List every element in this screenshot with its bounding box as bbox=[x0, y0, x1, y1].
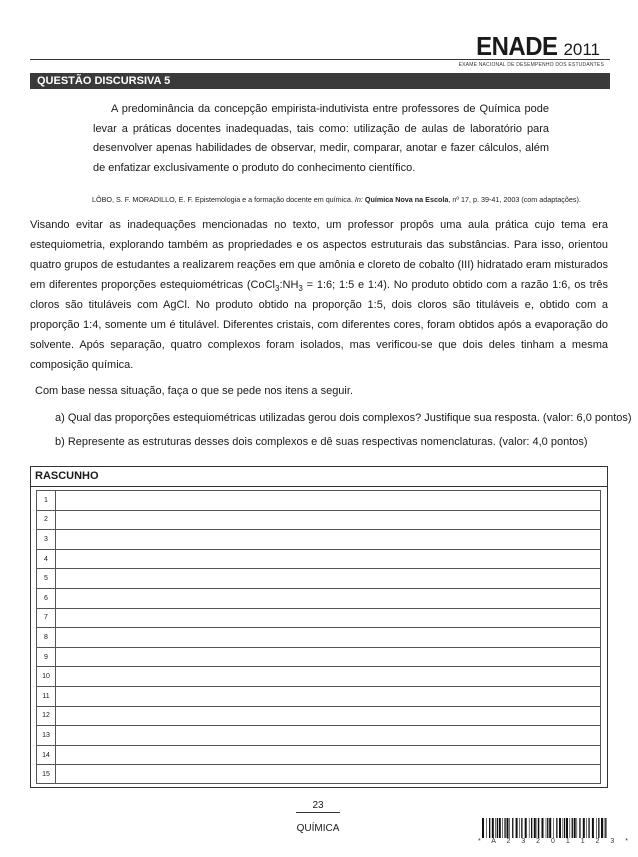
barcode-bar bbox=[486, 818, 487, 838]
barcode-bar bbox=[482, 818, 484, 838]
subject-label: QUÍMICA bbox=[296, 823, 340, 834]
draft-line-field[interactable] bbox=[55, 568, 601, 588]
draft-line[interactable] bbox=[36, 666, 601, 686]
draft-line[interactable] bbox=[36, 549, 601, 569]
barcode-bar bbox=[596, 818, 597, 838]
exam-subtitle: EXAME NACIONAL DE DESEMPENHO DOS ESTUDANTES bbox=[458, 62, 604, 68]
barcode-bar bbox=[507, 818, 509, 838]
header-divider bbox=[30, 59, 610, 60]
barcode-bar bbox=[583, 818, 585, 838]
brand-name: ENADE bbox=[476, 31, 558, 61]
page-number-line bbox=[296, 812, 340, 813]
draft-line-number: 11 bbox=[36, 686, 55, 706]
draft-line-number: 6 bbox=[36, 588, 55, 608]
draft-line-field[interactable] bbox=[55, 608, 601, 628]
draft-line-field[interactable] bbox=[55, 510, 601, 530]
barcode-bar bbox=[504, 818, 505, 838]
barcode-bar bbox=[502, 818, 503, 838]
statement-part: :NH bbox=[279, 279, 299, 291]
barcode-bar bbox=[489, 818, 490, 838]
draft-line-number: 10 bbox=[36, 666, 55, 686]
exam-brand bbox=[469, 31, 600, 62]
quote-block bbox=[93, 100, 549, 178]
draft-line-field[interactable] bbox=[55, 490, 601, 510]
reference-journal: Química Nova na Escola bbox=[364, 195, 449, 204]
barcode-bar bbox=[592, 818, 594, 838]
reference-in: In: bbox=[354, 195, 365, 204]
statement-part: Visando evitar as inadequações mencionadas no texto, um professor propôs uma aula prática cujo tema era estequiometria, explorando também as propriedades e os aspectos estruturais das substâncias. Para isso, orientou quatro grupos de estudantes a realizarem reações em que amônia e cloreto de cobalto (III) hidratado eram misturados em diferentes proporções estequiométricas (CoCl bbox=[30, 219, 608, 291]
barcode-bar bbox=[497, 818, 498, 838]
draft-line-number: 7 bbox=[36, 608, 55, 628]
draft-line-number: 12 bbox=[36, 706, 55, 726]
draft-line-field[interactable] bbox=[55, 764, 601, 784]
barcode-bar bbox=[566, 818, 568, 838]
draft-line-field[interactable] bbox=[55, 686, 601, 706]
draft-line[interactable] bbox=[36, 510, 601, 530]
barcode-bar bbox=[538, 818, 539, 838]
barcode bbox=[482, 818, 610, 838]
barcode-bar bbox=[525, 818, 527, 838]
barcode-bar bbox=[509, 818, 510, 838]
barcode-bar bbox=[598, 818, 599, 838]
draft-line-field[interactable] bbox=[55, 666, 601, 686]
draft-area bbox=[30, 466, 608, 788]
draft-line-field[interactable] bbox=[55, 725, 601, 745]
barcode-bar bbox=[601, 818, 603, 838]
draft-line-field[interactable] bbox=[55, 706, 601, 726]
barcode-bar bbox=[542, 818, 544, 838]
barcode-bar bbox=[563, 818, 564, 838]
page-number: 23 bbox=[312, 800, 324, 811]
draft-title: RASCUNHO bbox=[31, 467, 607, 487]
barcode-bar bbox=[588, 818, 589, 838]
barcode-bar bbox=[604, 818, 605, 838]
barcode-bar bbox=[605, 818, 606, 838]
draft-line-field[interactable] bbox=[55, 588, 601, 608]
draft-line-field[interactable] bbox=[55, 745, 601, 765]
draft-line[interactable] bbox=[36, 568, 601, 588]
draft-line-field[interactable] bbox=[55, 627, 601, 647]
question-title: QUESTÃO DISCURSIVA 5 bbox=[30, 73, 610, 89]
draft-line-number: 14 bbox=[36, 745, 55, 765]
barcode-bar bbox=[499, 818, 501, 838]
draft-line[interactable] bbox=[36, 647, 601, 667]
barcode-bar bbox=[564, 818, 565, 838]
barcode-bar bbox=[586, 818, 587, 838]
barcode-bar bbox=[529, 818, 530, 838]
barcode-bar bbox=[546, 818, 547, 838]
barcode-bar bbox=[572, 818, 573, 838]
barcode-bar bbox=[534, 818, 536, 838]
draft-line-number: 4 bbox=[36, 549, 55, 569]
draft-line[interactable] bbox=[36, 627, 601, 647]
draft-line-number: 1 bbox=[36, 490, 55, 510]
question-items bbox=[55, 406, 632, 454]
brand-year: 2011 bbox=[563, 40, 600, 59]
subscript: 3 bbox=[298, 284, 303, 294]
draft-line-number: 2 bbox=[36, 510, 55, 530]
draft-line[interactable] bbox=[36, 529, 601, 549]
draft-line-field[interactable] bbox=[55, 529, 601, 549]
barcode-bar bbox=[577, 818, 578, 838]
item-a: a) Qual das proporções estequiométricas utilizadas gerou dois complexos? Justifique sua resposta. (valor: 6,0 pontos) bbox=[55, 412, 632, 424]
statement-part: = 1:6; 1:5 e 1:4). No produto obtido com a razão 1:6, os três cloros são tituláveis com AgCl. No produto obtido na proporção 1:5, dois cloros são tituláveis e, obtido com a proporção 1:4, somente um é titulável. Diferentes cristais, com diferentes cores, foram obtidos após a evaporação do solvente. Após separação, quatro complexos foram isolados, mas verificou-se que dois deles tinham a mesma composição química. bbox=[30, 279, 608, 371]
draft-line[interactable] bbox=[36, 490, 601, 510]
quote-reference bbox=[92, 195, 581, 204]
draft-line[interactable] bbox=[36, 588, 601, 608]
draft-line-number: 15 bbox=[36, 764, 55, 784]
barcode-bar bbox=[556, 818, 557, 838]
item-b: b) Represente as estruturas desses dois complexos e dê suas respectivas nomenclaturas. (valor: 4,0 pontos) bbox=[55, 436, 588, 448]
barcode-text: * A 2 3 2 0 1 1 2 3 * bbox=[478, 838, 633, 845]
draft-line-field[interactable] bbox=[55, 549, 601, 569]
barcode-bar bbox=[549, 818, 551, 838]
barcode-bar bbox=[495, 818, 496, 838]
draft-line[interactable] bbox=[36, 686, 601, 706]
quote-text: A predominância da concepção empirista-indutivista entre professores de Química pode levar a práticas docentes inadequadas, tais como: utilização de aulas de laboratório para desenvolver apenas habilidades de observar, medir, comparar, anotar e fazer cálculos, além de enfatizar exclusivamente o produto do conhecimento científico. bbox=[93, 103, 549, 174]
barcode-bar bbox=[553, 818, 554, 838]
instruction: Com base nessa situação, faça o que se pede nos itens a seguir. bbox=[35, 385, 353, 397]
draft-line-number: 5 bbox=[36, 568, 55, 588]
barcode-bar bbox=[521, 818, 522, 838]
barcode-bar bbox=[537, 818, 538, 838]
draft-line[interactable] bbox=[36, 608, 601, 628]
draft-line-number: 8 bbox=[36, 627, 55, 647]
barcode-bar bbox=[519, 818, 520, 838]
barcode-bar bbox=[547, 818, 548, 838]
barcode-bar bbox=[492, 818, 494, 838]
draft-line[interactable] bbox=[36, 706, 601, 726]
draft-lines bbox=[31, 487, 607, 787]
barcode-bar bbox=[570, 818, 571, 838]
draft-line-field[interactable] bbox=[55, 647, 601, 667]
draft-line-number: 9 bbox=[36, 647, 55, 667]
barcode-bar bbox=[579, 818, 580, 838]
draft-line[interactable] bbox=[36, 764, 601, 784]
draft-line[interactable] bbox=[36, 745, 601, 765]
draft-line-number: 3 bbox=[36, 529, 55, 549]
draft-line-number: 13 bbox=[36, 725, 55, 745]
barcode-bar bbox=[516, 818, 518, 838]
barcode-bar bbox=[531, 818, 532, 838]
draft-line[interactable] bbox=[36, 725, 601, 745]
barcode-bar bbox=[574, 818, 576, 838]
barcode-bar bbox=[559, 818, 561, 838]
reference-details: , nº 17, p. 39-41, 2003 (com adaptações). bbox=[448, 195, 581, 204]
question-statement bbox=[30, 215, 608, 375]
reference-authors: LÔBO, S. F. MORADILLO, E. F. Epistemologia e a formação docente em química. bbox=[92, 195, 355, 204]
barcode-bar bbox=[512, 818, 513, 838]
subscript: 3 bbox=[275, 284, 280, 294]
